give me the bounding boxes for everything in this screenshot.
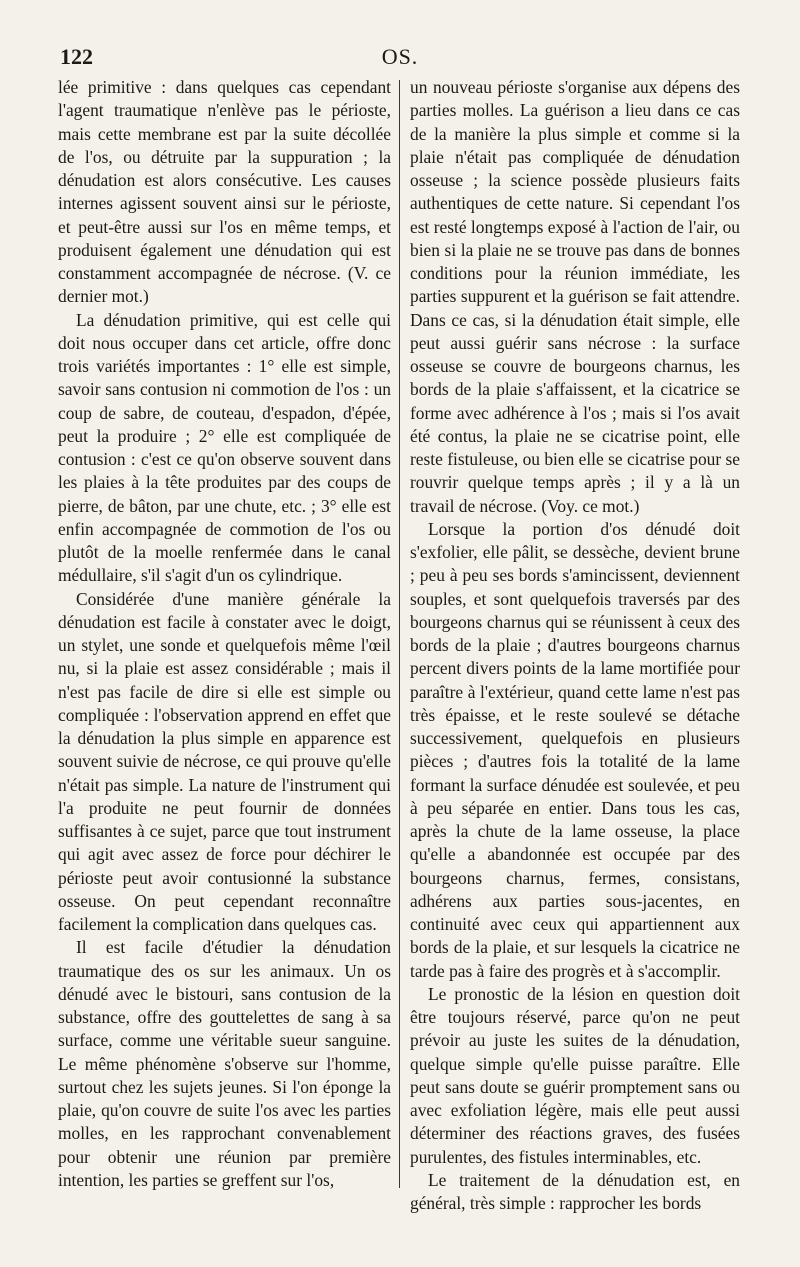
page-number: 122	[60, 44, 93, 69]
paragraph: Lorsque la portion d'os dénudé doit s'exfolier, elle pâlit, se dessèche, devient brune ; peu à peu ses bords s'amincissent, deviennent souples, et sont quelquefois traversés par des bourgeons charnus qui se réunissent à ceux des bords de la plaie ; d'autres bourgeons charnus percent divers points de la lame mortifiée pour paraître à l'extérieur, quand cette lame n'est pas très épaisse, et le reste soulevé se détache successivement, quelquefois en plusieurs pièces ; d'autres fois la totalité de la lame formant la surface dénudée est soulevée, et peu à peu séparée en entier. Dans tous les cas, après la chute de la lame osseuse, la place qu'elle a abandonnée est occupée par des bourgeons charnus, fermes, consistans, adhérens aux parties sous-jacentes, en continuité avec ceux qui appartiennent aux bords de la plaie, et sur lesquels la cicatrice ne tarde pas à faire des progrès et à s'accomplir.	[410, 518, 740, 981]
right-column	[410, 76, 740, 1213]
paragraph: Considérée d'une manière générale la dénudation est facile à constater avec le doigt, un stylet, une sonde et quelquefois même l'œil nu, si la plaie est assez considérable ; mais il n'est pas facile de dire si elle est simple ou compliquée : l'observation apprend en effet que la dénudation la plus simple en apparence est souvent suivie de nécrose, ce qui prouve qu'elle n'était pas simple. La nature de l'instrument qui l'a produite ne peut fournir de données suffisantes à ce sujet, parce que tout instrument qui agit avec assez de force pour déchirer le périoste peut avoir contusionné la substance osseuse. On peut cependant reconnaître facilement la complication dans quelques cas.	[58, 588, 391, 934]
page-header	[60, 44, 740, 72]
column-divider	[399, 80, 400, 1188]
paragraph: lée primitive : dans quelques cas cependant l'agent traumatique n'enlève pas le périoste, mais cette membrane est par la suite décollée de l'os, ou détruite par la suppuration ; la dénudation est alors consécutive. Les causes internes agissent souvent ainsi sur le périoste, et peut-être aussi sur l'os en même temps, et produisent également une dénudation qui est constamment accompagnée de nécrose. (V. ce dernier mot.)	[58, 77, 391, 307]
left-column	[58, 76, 391, 1190]
paragraph: La dénudation primitive, qui est celle qui doit nous occuper dans cet article, offre donc trois variétés importantes : 1° elle est simple, savoir sans contusion ni commotion de l'os : un coup de sabre, de couteau, d'espadon, d'épée, peut la produire ; 2° elle est compliquée de contusion : c'est ce qu'on observe souvent dans les plaies à la tête produites par des coups de pierre, de bâton, par une chute, etc. ; 3° elle est enfin accompagnée de commotion de l'os ou plutôt de la moelle renfermée dans le canal médullaire, s'il s'agit d'un os cylindrique.	[58, 309, 391, 586]
paragraph: Il est facile d'étudier la dénudation traumatique des os sur les animaux. Un os dénudé avec le bistouri, sans contusion de la substance, offre des gouttelettes de sang à sa surface, comme une véritable sueur sanguine. Le même phénomène s'observe sur l'homme, surtout chez les sujets jeunes. Si l'on éponge la plaie, qu'on couvre de suite l'os avec les parties molles, en les rapprochant convenablement pour obtenir une réunion par première intention, les parties se greffent sur l'os,	[58, 937, 391, 1190]
running-head: OS.	[381, 44, 419, 69]
paragraph: Le pronostic de la lésion en question doit être toujours réservé, parce qu'on ne peut prévoir au juste les suites de la dénudation, quelque simple qu'elle puisse paraître. Elle peut sans doute se guérir promptement sans ou avec exfoliation légère, mais elle peut aussi déterminer des réactions graves, des fusées purulentes, des fistules interminables, etc.	[410, 983, 740, 1167]
paragraph: Le traitement de la dénudation est, en général, très simple : rapprocher les bords	[410, 1169, 740, 1213]
paragraph: un nouveau périoste s'organise aux dépens des parties molles. La guérison a lieu dans ce cas de la manière la plus simple et comme si la plaie n'était pas compliquée de dénudation osseuse ; la science possède plusieurs faits authentiques de cette nature. Si cependant l'os est resté longtemps exposé à l'action de l'air, ou bien si la plaie ne se trouve pas dans de bonnes conditions pour la réunion immédiate, les parties suppurent et la guérison se fait attendre. Dans ce cas, si la dénudation était simple, elle peut aussi guérir sans nécrose : la surface osseuse se couvre de bourgeons charnus, les bords de la plaie s'affaissent, et la cicatrice se forme avec adhérence à l'os ; mais si l'os avait été contus, la plaie ne se cicatrise point, elle reste fistuleuse, ou bien elle se cicatrise pour se rouvrir quelque temps après ; il y a là un travail de nécrose. (Voy. ce mot.)	[410, 77, 740, 516]
